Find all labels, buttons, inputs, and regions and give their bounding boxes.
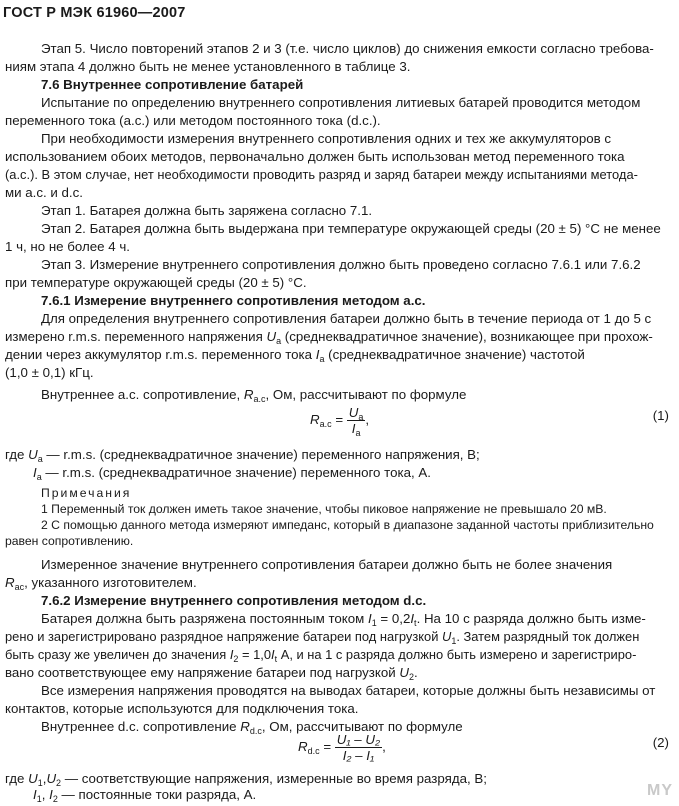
para-line: Испытание по определению внутреннего сопротивления литиевых батарей проводится методом	[41, 95, 641, 110]
where-line: где $U_а$ — r.m.s. (среднеквадратичное значение) переменного напряжения, В;	[5, 447, 480, 464]
para-line: $R_{ac}$, указанного изготовителем.	[5, 575, 197, 592]
watermark: MY	[647, 782, 673, 799]
para-line: При необходимости измерения внутреннего сопротивления одних и тех же аккумуляторов с	[41, 131, 612, 146]
para-line: использованием обоих методов, первоначально должен быть использован метод переменного тока	[5, 149, 625, 164]
formula-2: $R_{d.c}$ = $\frac{\text{U₁ – U₂}}{\text{I₂ – I₁}}$ ,	[298, 732, 386, 763]
equation-number-2: (2)	[652, 735, 669, 750]
formula-1: $R_{a.c}$ = $\frac{U_a}{I_a}$ ,	[310, 405, 370, 438]
para-line: контактов, которые используются для подключения тока.	[5, 701, 359, 716]
para-line: ми а.с. и d.c.	[5, 185, 83, 200]
para-line: рено и зарегистрировано разрядное напряжение батареи под нагрузкой $U_1$. Затем разрядный ток должен	[5, 629, 640, 646]
para-line: Все измерения напряжения проводятся на выводах батареи, которые должны быть независимы от	[41, 683, 656, 698]
para-line: при температуре окружающей среды (20 ± 5) °С.	[5, 275, 307, 290]
para-line: Этап 3. Измерение внутреннего сопротивления должно быть проведено согласно 7.6.1 или 7.6.2	[41, 257, 641, 272]
para-line: переменного тока (а.с.) или методом постоянного тока (d.c.).	[5, 113, 381, 128]
note-1: 1 Переменный ток должен иметь такое значение, чтобы пиковое напряжение не превышало 20 мВ.	[41, 502, 607, 516]
para-line: (1,0 ± 0,1) кГц.	[5, 365, 94, 380]
para-line: ниям этапа 4 должно быть не менее установленного в таблице 3.	[5, 59, 411, 74]
para-line: Измеренное значение внутреннего сопротивления батареи должно быть не более значения	[41, 557, 613, 572]
where-line: $I_1$, $I_2$ — постоянные токи разряда, А.	[33, 787, 257, 804]
equation-number-1: (1)	[652, 408, 669, 423]
note-2: 2 С помощью данного метода измеряют импеданс, который в диапазоне заданной частоты приблизительно	[41, 518, 654, 532]
note-2-cont: равен сопротивлению.	[5, 534, 134, 548]
para-line: Батарея должна быть разряжена постоянным током $I_1 = 0,2I_t$. На 10 с разряда должно быть изме-	[41, 611, 646, 628]
para-line: Этап 2. Батарея должна быть выдержана при температуре окружающей среды (20 ± 5) °С не менее	[41, 221, 661, 236]
section-heading-7-6-1: 7.6.1 Измерение внутреннего сопротивления методом а.с.	[41, 293, 426, 308]
para-line: 1 ч, но не более 4 ч.	[5, 239, 130, 254]
section-heading-7-6-2: 7.6.2 Измерение внутреннего сопротивления методом d.c.	[41, 593, 427, 608]
para-line: быть сразу же увеличен до значения $I_2 = 1,0I_t$ А, и на 1 с разряда должно быть измерено и зарегистриро-	[5, 647, 637, 664]
document-header: ГОСТ Р МЭК 61960—2007	[3, 5, 186, 21]
section-heading-7-6: 7.6 Внутреннее сопротивление батарей	[41, 77, 304, 92]
para-line: Этап 5. Число повторений этапов 2 и 3 (т.е. число циклов) до снижения емкости согласно требова-	[41, 41, 654, 56]
para-line: вано соответствующее ему напряжение батареи под нагрузкой $U_2$.	[5, 665, 418, 682]
notes-heading: Примечания	[41, 486, 132, 500]
where-line: $I_а$ — r.m.s. (среднеквадратичное значение) переменного тока, А.	[33, 465, 431, 482]
para-line: Этап 1. Батарея должна быть заряжена согласно 7.1.	[41, 203, 373, 218]
para-line: Внутреннее d.c. сопротивление $R_{d.c}$, Ом, рассчитывают по формуле	[41, 719, 463, 736]
para-line: Для определения внутреннего сопротивления батареи должно быть в течение периода от 1 до 5 с	[41, 311, 652, 326]
para-line: дении через аккумулятор r.m.s. переменного тока $I_а$ (среднеквадратичное значение) частотой	[5, 347, 585, 364]
where-line: где $U_1,U_2$ — соответствующие напряжения, измеренные во время разряда, В;	[5, 771, 487, 788]
para-line: Внутреннее а.с. сопротивление, $R_{а.с}$, Ом, рассчитывают по формуле	[41, 387, 467, 404]
para-line: (а.с.). В этом случае, нет необходимости проводить разряд и заряд батареи между испытаниями метода-	[5, 167, 638, 182]
para-line: измерено r.m.s. переменного напряжения $U_а$ (среднеквадратичное значение), возникающее при прохож-	[5, 329, 653, 346]
